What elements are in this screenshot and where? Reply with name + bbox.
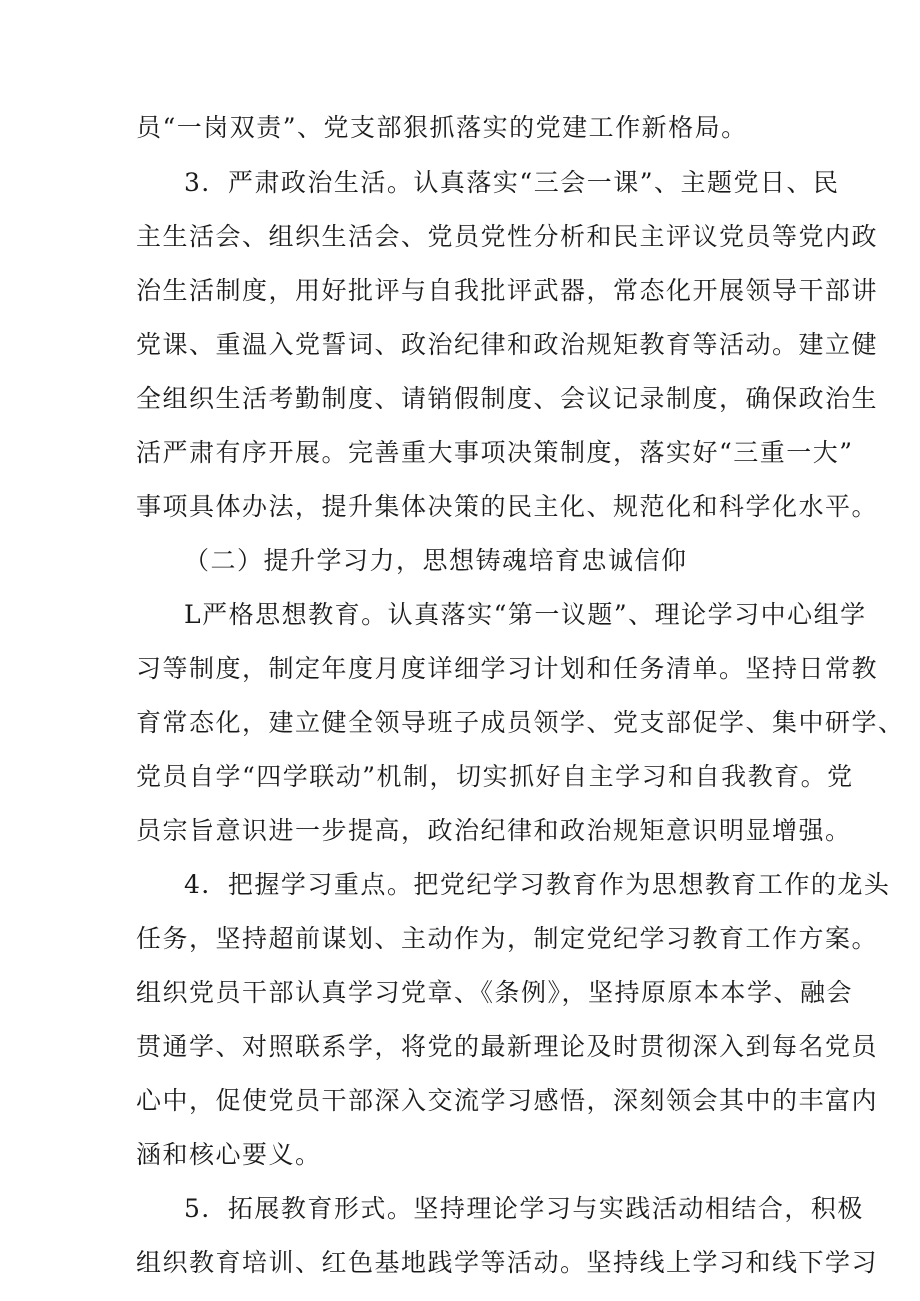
text-line-10: L严格思想教育。认真落实“第一议题”、理论学习中心组学 bbox=[184, 600, 867, 629]
text-line-14: 员宗旨意识进一步提高，政治纪律和政治规矩意识明显增强。 bbox=[136, 816, 852, 845]
text-line-8: 事项具体办法，提升集体决策的民主化、规范化和科学化水平。 bbox=[136, 492, 879, 521]
text-line-1: 员“一岗双责”、党支部狠抓落实的党建工作新格局。 bbox=[136, 113, 748, 142]
text-line-16: 任务，坚持超前谋划、主动作为，制定党纪学习教育工作方案。 bbox=[136, 924, 879, 953]
text-line-2: 3．严肃政治生活。认真落实“三会一课”、主题党日、民 bbox=[184, 168, 840, 197]
section-heading: （二）提升学习力，思想铸魂培育忠诚信仰 bbox=[184, 546, 688, 575]
text-line-17: 组织党员干部认真学习党章、《条例》，坚持原原本本学、融会 bbox=[136, 978, 854, 1007]
text-line-3: 主生活会、组织生活会、党员党性分析和民主评议党员等党内政 bbox=[136, 222, 879, 251]
text-line-21: 5．拓展教育形式。坚持理论学习与实践活动相结合，积极 bbox=[184, 1194, 864, 1223]
text-line-6: 全组织生活考勤制度、请销假制度、会议记录制度，确保政治生 bbox=[136, 384, 879, 413]
text-line-18: 贯通学、对照联系学，将党的最新理论及时贯彻深入到每名党员 bbox=[136, 1032, 879, 1061]
text-line-15: 4．把握学习重点。把党纪学习教育作为思想教育工作的龙头 bbox=[184, 870, 891, 899]
text-line-4: 治生活制度，用好批评与自我批评武器，常态化开展领导干部讲 bbox=[136, 276, 879, 305]
text-line-12: 育常态化，建立健全领导班子成员领学、党支部促学、集中研学、 bbox=[136, 708, 905, 737]
text-line-22: 组织教育培训、红色基地践学等活动。坚持线上学习和线下学习 bbox=[136, 1248, 879, 1277]
text-line-19: 心中，促使党员干部深入交流学习感悟，深刻领会其中的丰富内 bbox=[136, 1086, 879, 1115]
text-line-20: 涵和核心要义。 bbox=[136, 1140, 322, 1169]
text-line-7: 活严肃有序开展。完善重大事项决策制度，落实好“三重一大” bbox=[136, 438, 854, 467]
text-line-5: 党课、重温入党誓词、政治纪律和政治规矩教育等活动。建立健 bbox=[136, 330, 879, 359]
text-line-11: 习等制度，制定年度月度详细学习计划和任务清单。坚持日常教 bbox=[136, 654, 879, 683]
text-line-13: 党员自学“四学联动”机制，切实抓好自主学习和自我教育。党 bbox=[136, 762, 854, 791]
